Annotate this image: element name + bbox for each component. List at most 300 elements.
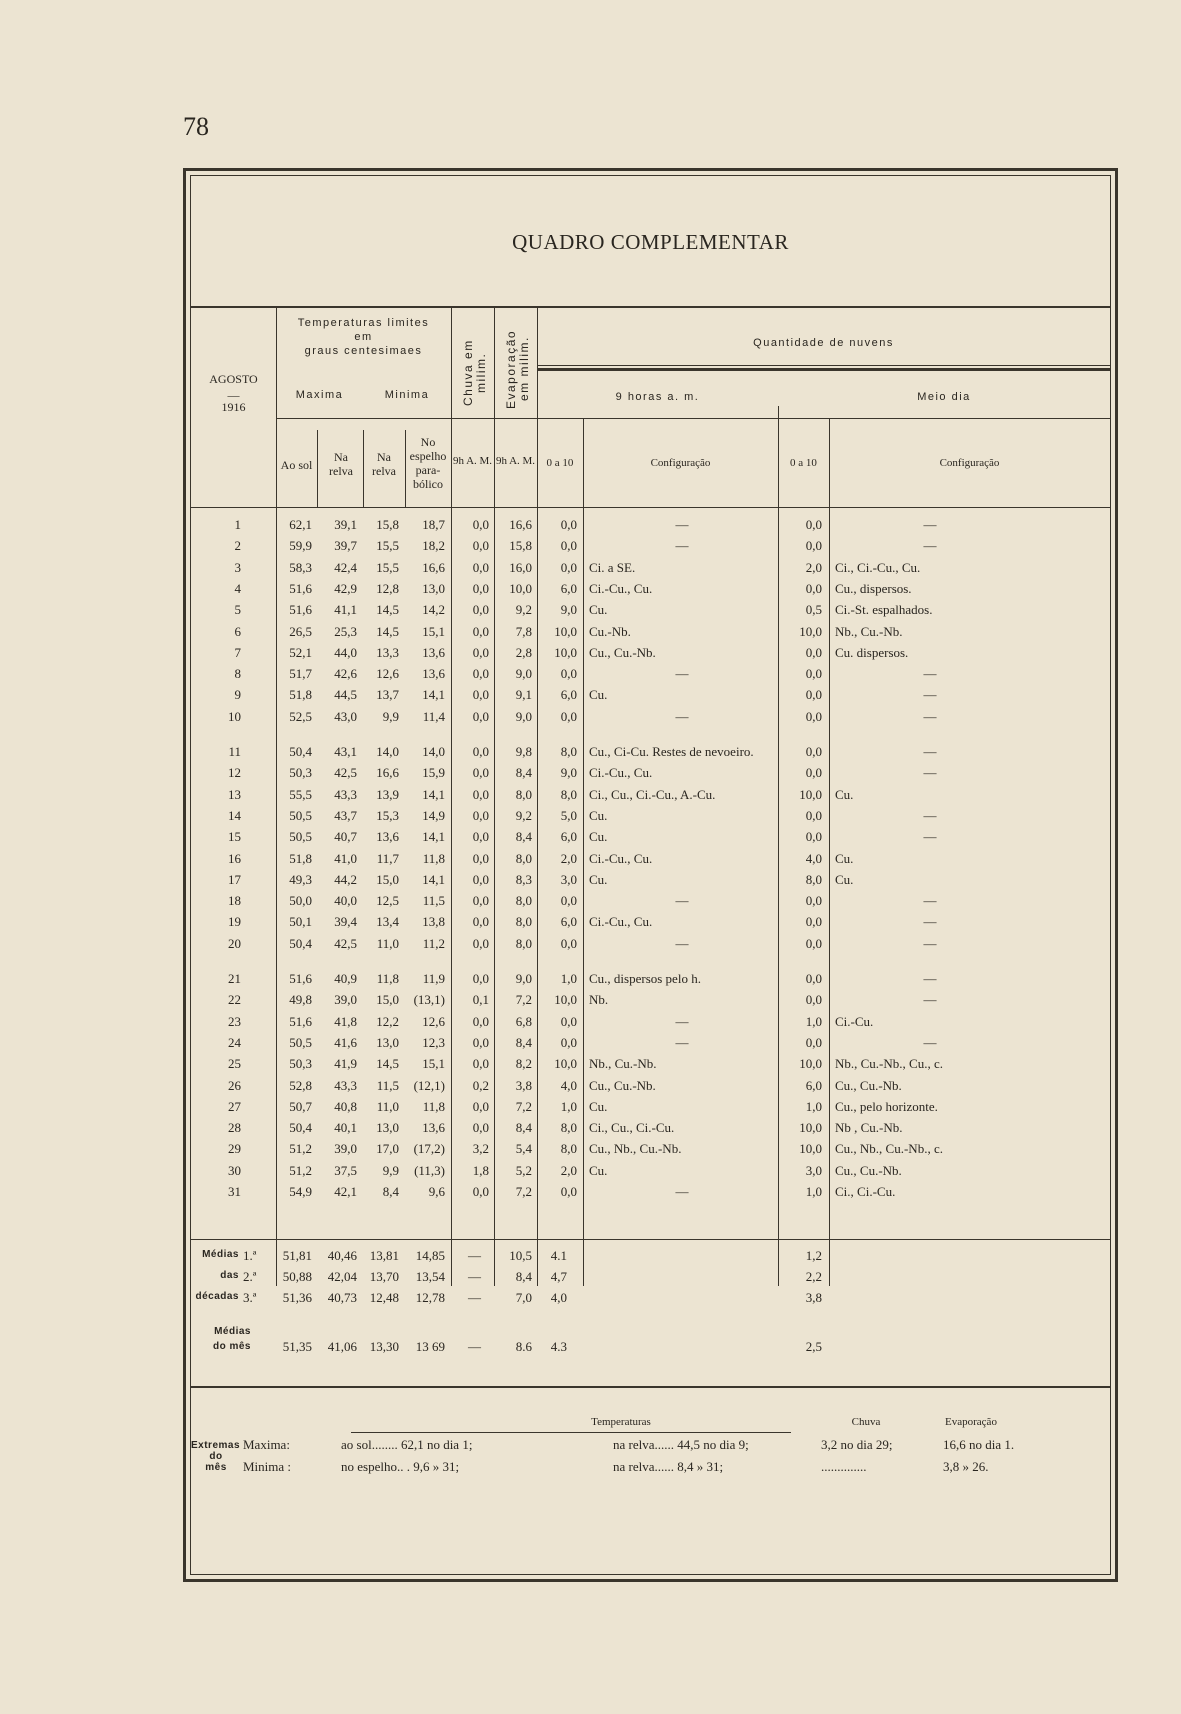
cell-n9: 5,0 — [560, 807, 577, 823]
table-row — [191, 1139, 1110, 1160]
cell-n9: 10,0 — [554, 644, 577, 660]
cell-mr: 15,0 — [376, 871, 399, 887]
extremes-max-chuva: 3,2 no dia 29; — [821, 1437, 893, 1452]
decade-cell-mr: 13,70 — [369, 1269, 399, 1284]
cell-nm: 10,0 — [799, 786, 822, 802]
cell-d: 2 — [234, 538, 241, 554]
cell-es: 14,1 — [422, 786, 445, 802]
cell-es: 13,6 — [422, 1120, 445, 1136]
table-row — [191, 785, 1110, 806]
cell-cm: Ci., Ci.-Cu., Cu. — [835, 559, 921, 575]
month-mean-cell-nm: 2,5 — [805, 1339, 822, 1354]
cell-n9: 10,0 — [554, 1056, 577, 1072]
page-title: QUADRO COMPLEMENTAR — [512, 230, 789, 254]
cell-as: 26,5 — [289, 623, 312, 639]
table-row — [191, 1161, 1110, 1182]
cell-ch: 0,0 — [472, 602, 489, 618]
cell-nm: 0,0 — [805, 517, 822, 532]
decade-cell-k: 1.ª — [243, 1248, 257, 1263]
table-row — [191, 827, 1110, 848]
cell-n9: 10,0 — [554, 623, 577, 639]
cell-d: 12 — [228, 765, 241, 781]
decade-cell-ch: — — [468, 1248, 481, 1263]
cell-n9: 0,0 — [560, 1013, 577, 1029]
decade-cell-n9: 4,7 — [550, 1269, 567, 1284]
cell-c9: — — [675, 1034, 689, 1050]
cell-ev: 9,2 — [515, 807, 532, 823]
cell-d: 20 — [228, 935, 241, 951]
cell-mr: 15,0 — [376, 992, 399, 1008]
cell-n9: 0,0 — [560, 893, 577, 909]
cell-cm: — — [923, 914, 937, 930]
cell-cm: Cu., Nb., Cu.-Nb., c. — [835, 1141, 943, 1157]
cell-n9: 0,0 — [560, 935, 577, 951]
cell-d: 14 — [228, 807, 241, 823]
month-dash: — — [227, 388, 240, 402]
cell-nr: 43,3 — [334, 786, 357, 802]
cell-ch: 0,0 — [472, 644, 489, 660]
cell-d: 29 — [228, 1141, 241, 1157]
cell-nm: 6,0 — [805, 1077, 822, 1093]
decade-cell-ev: 7,0 — [515, 1290, 532, 1305]
decade-cell-es: 13,54 — [415, 1269, 445, 1284]
cell-mr: 9,9 — [382, 708, 399, 724]
cell-as: 50,3 — [289, 765, 312, 781]
cell-ev: 8,4 — [515, 1034, 532, 1050]
cell-c9: Cu. — [589, 871, 608, 887]
cell-as: 51,2 — [289, 1141, 312, 1157]
cell-n9: 0,0 — [560, 666, 577, 682]
cell-ch: 0,0 — [472, 807, 489, 823]
cell-nm: 0,0 — [805, 893, 822, 909]
cell-nr: 40,0 — [334, 893, 357, 909]
cell-ev: 6,8 — [515, 1013, 532, 1029]
cell-nm: 4,0 — [805, 850, 822, 866]
cell-d: 25 — [228, 1056, 241, 1072]
cell-as: 50,5 — [289, 829, 312, 845]
table-row — [191, 643, 1110, 664]
table-row — [191, 1118, 1110, 1139]
cell-nr: 42,4 — [334, 559, 357, 575]
cell-as: 59,9 — [289, 538, 312, 554]
cell-cm: — — [923, 971, 937, 986]
cell-nr: 39,0 — [334, 992, 357, 1008]
cell-d: 24 — [228, 1034, 241, 1050]
cell-c9: Cu. — [589, 1098, 608, 1114]
cell-as: 50,5 — [289, 1034, 312, 1050]
cell-es: (12,1) — [413, 1077, 445, 1093]
extremes-label-3: mês — [205, 1462, 227, 1473]
cell-c9: — — [675, 666, 689, 682]
cell-nm: 10,0 — [799, 1141, 822, 1157]
cell-es: 15,1 — [422, 1056, 445, 1072]
cell-c9: Ci. a SE. — [589, 559, 636, 575]
cell-ch: 0,0 — [472, 829, 489, 845]
decade-cell-n9: 4,0 — [550, 1290, 567, 1305]
cell-ev: 8,2 — [515, 1056, 532, 1072]
cell-d: 10 — [228, 708, 241, 724]
cell-nm: 0,0 — [805, 971, 822, 986]
extremes-min-label: Minima : — [243, 1459, 292, 1474]
decade-cell-mr: 13,81 — [369, 1248, 399, 1263]
year-label: 1916 — [221, 400, 246, 414]
cell-as: 50,4 — [289, 744, 312, 759]
cell-es: (13,1) — [413, 992, 445, 1008]
cell-ch: 0,0 — [472, 666, 489, 682]
cell-d: 31 — [228, 1184, 241, 1199]
cell-es: 13,8 — [422, 914, 445, 930]
cell-es: 14,2 — [422, 602, 445, 618]
cell-c9: — — [675, 517, 689, 532]
cell-es: 14,0 — [422, 744, 445, 759]
cell-es: 12,6 — [422, 1013, 445, 1029]
cell-cm: Cu., pelo horizonte. — [835, 1098, 938, 1114]
cell-nm: 0,0 — [805, 914, 822, 930]
ao-sol-label: Ao sol — [280, 458, 313, 472]
decade-cell-as: 51,81 — [282, 1248, 312, 1263]
cell-mr: 13,3 — [376, 644, 399, 660]
cell-es: 15,1 — [422, 623, 445, 639]
decade-cell-nr: 40,73 — [327, 1290, 357, 1305]
table-row — [191, 1182, 1110, 1203]
cell-ev: 8,0 — [515, 914, 532, 930]
table-row — [191, 1076, 1110, 1097]
cell-as: 58,3 — [289, 559, 312, 575]
cell-c9: Cu., Ci-Cu. Restes de nevoeiro. — [589, 744, 754, 759]
cell-n9: 0,0 — [560, 559, 577, 575]
cell-d: 26 — [228, 1077, 241, 1093]
cell-es: 11,2 — [422, 935, 445, 951]
configuracao-label: Configuração — [650, 457, 711, 469]
cell-d: 22 — [228, 992, 241, 1008]
table-row — [191, 912, 1110, 933]
decade-cell-ev: 8,4 — [515, 1269, 532, 1284]
cell-ch: 0,0 — [472, 871, 489, 887]
cell-ev: 5,2 — [515, 1162, 532, 1178]
cell-es: 11,4 — [422, 708, 445, 724]
cell-nm: 0,0 — [805, 935, 822, 951]
decade-cell-nm: 2,2 — [805, 1269, 822, 1284]
cell-ch: 3,2 — [472, 1141, 489, 1157]
cell-ch: 0,0 — [472, 538, 489, 554]
cell-nr: 44,5 — [334, 687, 357, 703]
cell-es: 13,6 — [422, 666, 445, 682]
decade-row — [191, 1246, 1110, 1267]
cell-es: 9,6 — [428, 1184, 445, 1199]
cell-d: 21 — [228, 971, 241, 986]
cell-cm: Cu., dispersos. — [835, 580, 912, 596]
cell-ev: 8,0 — [515, 786, 532, 802]
cell-mr: 15,3 — [376, 807, 399, 823]
cell-n9: 6,0 — [560, 687, 577, 703]
table-row — [191, 934, 1110, 955]
cell-nm: 1,0 — [805, 1184, 822, 1199]
cell-ch: 0,0 — [472, 1184, 489, 1199]
cell-d: 6 — [234, 623, 241, 639]
cell-n9: 0,0 — [560, 538, 577, 554]
cell-d: 5 — [234, 602, 241, 618]
cell-nr: 42,6 — [334, 666, 357, 682]
cell-c9: Cu. — [589, 807, 608, 823]
cell-nr: 41,1 — [334, 602, 357, 618]
cell-d: 28 — [228, 1120, 241, 1136]
temp-title-3: graus centesimaes — [304, 345, 423, 357]
cell-ev: 7,2 — [515, 992, 532, 1008]
cell-d: 18 — [228, 893, 241, 909]
cell-mr: 15,5 — [376, 559, 399, 575]
decade-label-0: Médias — [202, 1249, 239, 1260]
cell-n9: 0,0 — [560, 1184, 577, 1199]
table-row — [191, 536, 1110, 557]
cell-d: 17 — [228, 871, 241, 887]
cell-nm: 3,0 — [805, 1162, 822, 1178]
cell-mr: 11,5 — [376, 1077, 399, 1093]
decade-row — [191, 1288, 1110, 1309]
cell-mr: 14,5 — [376, 623, 399, 639]
table-row — [191, 664, 1110, 685]
cell-ev: 9,0 — [515, 708, 532, 724]
cell-ev: 3,8 — [515, 1077, 532, 1093]
cell-ch: 0,1 — [472, 992, 489, 1008]
decade-cell-ch: — — [468, 1290, 481, 1305]
cell-ch: 0,0 — [472, 687, 489, 703]
cell-mr: 14,5 — [376, 602, 399, 618]
cell-ev: 7,8 — [515, 623, 532, 639]
month-mean-label2: do mês — [212, 1341, 251, 1352]
cell-c9: Ci., Cu., Ci.-Cu., A.-Cu. — [589, 786, 716, 802]
table-row — [191, 990, 1110, 1011]
cell-as: 51,8 — [289, 687, 312, 703]
cell-c9: Ci.-Cu., Cu. — [589, 914, 653, 930]
decade-cell-as: 50,88 — [282, 1269, 312, 1284]
extremes-max-label: Maxima: — [243, 1437, 290, 1452]
cell-d: 15 — [228, 829, 241, 845]
cell-d: 7 — [234, 644, 241, 660]
cell-es: 14,1 — [422, 829, 445, 845]
cell-nm: 0,0 — [805, 644, 822, 660]
cell-nr: 39,1 — [334, 517, 357, 532]
cell-nm: 0,0 — [805, 829, 822, 845]
cell-c9: Cu.-Nb. — [589, 623, 631, 639]
cell-cm: Nb , Cu.-Nb. — [835, 1120, 903, 1136]
cell-nr: 40,1 — [334, 1120, 357, 1136]
cell-cm: — — [923, 765, 937, 781]
table-row — [191, 849, 1110, 870]
cell-nr: 42,5 — [334, 935, 357, 951]
decade-label-2: décadas — [195, 1291, 239, 1302]
cell-mr: 13,4 — [376, 914, 399, 930]
cell-d: 4 — [234, 580, 241, 596]
month-mean-cell-as: 51,35 — [282, 1339, 312, 1354]
cell-as: 49,8 — [289, 992, 312, 1008]
cell-n9: 6,0 — [560, 829, 577, 845]
cell-as: 51,6 — [289, 580, 312, 596]
cell-n9: 9,0 — [560, 602, 577, 618]
cell-c9: Cu., Cu.-Nb. — [589, 1077, 656, 1093]
cell-as: 50,4 — [289, 935, 312, 951]
cell-cm: — — [923, 893, 937, 909]
cell-mr: 15,5 — [376, 538, 399, 554]
cell-nm: 1,0 — [805, 1013, 822, 1029]
cell-es: 11,5 — [422, 893, 445, 909]
cell-n9: 0,0 — [560, 1034, 577, 1050]
month-mean-cell-ev: 8.6 — [515, 1339, 532, 1354]
cell-as: 55,5 — [289, 786, 312, 802]
table-header — [191, 306, 1110, 508]
cell-as: 50,7 — [289, 1098, 312, 1114]
cell-cm: Cu., Cu.-Nb. — [835, 1077, 902, 1093]
zero-dez-label-2: 0 a 10 — [790, 457, 817, 469]
cell-mr: 12,2 — [376, 1013, 399, 1029]
cell-mr: 13,7 — [376, 687, 399, 703]
cell-nr: 41,6 — [334, 1034, 357, 1050]
cell-mr: 17,0 — [376, 1141, 399, 1157]
decade-cell-nm: 3,8 — [805, 1290, 822, 1305]
cell-nr: 39,0 — [334, 1141, 357, 1157]
cell-ch: 0,0 — [472, 559, 489, 575]
cell-n9: 8,0 — [560, 744, 577, 759]
cell-nr: 41,9 — [334, 1056, 357, 1072]
table-row — [191, 515, 1110, 536]
cell-ch: 0,0 — [472, 1098, 489, 1114]
cell-d: 1 — [234, 517, 241, 532]
decade-row — [191, 1267, 1110, 1288]
cell-n9: 10,0 — [554, 992, 577, 1008]
cell-cm: — — [923, 992, 937, 1008]
cell-d: 23 — [228, 1013, 241, 1029]
month-mean-cell-es: 13 69 — [415, 1339, 445, 1354]
cell-ev: 7,2 — [515, 1098, 532, 1114]
cell-d: 3 — [234, 559, 241, 575]
cell-ch: 0,0 — [472, 517, 489, 532]
cell-ev: 16,6 — [509, 517, 532, 532]
cell-ch: 0,0 — [472, 786, 489, 802]
cell-ch: 0,0 — [472, 893, 489, 909]
cell-mr: 16,6 — [376, 765, 399, 781]
cell-as: 51,6 — [289, 971, 312, 986]
cell-c9: — — [675, 935, 689, 951]
table-row — [191, 870, 1110, 891]
cell-ch: 0,0 — [472, 971, 489, 986]
table-row — [191, 1054, 1110, 1075]
month-mean-cell-nr: 41,06 — [327, 1339, 357, 1354]
table-row — [191, 806, 1110, 827]
cell-nr: 41,0 — [334, 850, 357, 866]
cell-nr: 39,7 — [334, 538, 357, 554]
cell-cm: — — [923, 517, 937, 532]
decade-cell-es: 14,85 — [415, 1248, 445, 1263]
cell-n9: 8,0 — [560, 1141, 577, 1157]
cell-es: 12,3 — [422, 1034, 445, 1050]
cell-es: 14,1 — [422, 871, 445, 887]
cell-cm: Cu. dispersos. — [835, 644, 909, 660]
cell-nr: 39,4 — [334, 914, 357, 930]
decade-label-1: das — [220, 1270, 239, 1281]
cell-nm: 0,0 — [805, 538, 822, 554]
cell-n9: 4,0 — [560, 1077, 577, 1093]
cell-ev: 8,4 — [515, 829, 532, 845]
cell-nm: 0,0 — [805, 708, 822, 724]
cell-nr: 44,0 — [334, 644, 357, 660]
table-row — [191, 1033, 1110, 1054]
cell-nr: 42,5 — [334, 765, 357, 781]
cell-cm: Ci., Ci.-Cu. — [835, 1184, 896, 1199]
cell-nr: 25,3 — [334, 623, 357, 639]
cell-mr: 13,0 — [376, 1120, 399, 1136]
cell-nr: 40,8 — [334, 1098, 357, 1114]
decade-cell-k: 2.ª — [243, 1269, 257, 1284]
cell-mr: 13,9 — [376, 786, 399, 802]
cell-n9: 6,0 — [560, 914, 577, 930]
page-number: 78 — [183, 112, 209, 141]
cell-mr: 12,8 — [376, 580, 399, 596]
decade-cell-ch: — — [468, 1269, 481, 1284]
extremes-label-1: Extremas — [191, 1440, 241, 1451]
extremes-min-temp-1: no espelho.. . 9,6 » 31; — [341, 1459, 460, 1474]
cell-nm: 0,0 — [805, 765, 822, 781]
cell-n9: 0,0 — [560, 708, 577, 724]
cell-ch: 0,2 — [472, 1077, 489, 1093]
month-mean-cell-n9: 4.3 — [550, 1339, 567, 1354]
cell-nr: 43,7 — [334, 807, 357, 823]
cell-as: 51,8 — [289, 850, 312, 866]
extremes-min-chuva: .............. — [821, 1459, 867, 1474]
temp-title-1: Temperaturas limites — [297, 317, 430, 329]
cell-cm: — — [923, 708, 937, 724]
maxima-label: Maxima — [295, 389, 344, 401]
cell-nm: 10,0 — [799, 623, 822, 639]
cell-cm: Ci.-Cu. — [835, 1013, 874, 1029]
table-frame — [183, 168, 1118, 1582]
cell-ev: 8,0 — [515, 893, 532, 909]
cell-ev: 8,0 — [515, 850, 532, 866]
month-mean-cell-mr: 13,30 — [369, 1339, 399, 1354]
cell-c9: Cu., Cu.-Nb. — [589, 644, 656, 660]
cell-c9: Ci.-Cu., Cu. — [589, 850, 653, 866]
cell-n9: 6,0 — [560, 580, 577, 596]
cell-nr: 42,9 — [334, 580, 357, 596]
cell-nm: 0,0 — [805, 687, 822, 703]
cell-cm: Cu. — [835, 871, 854, 887]
cell-es: 11,8 — [422, 850, 445, 866]
meio-dia-label: Meio dia — [917, 391, 971, 403]
cell-nm: 0,0 — [805, 580, 822, 596]
temp-title-2: em — [354, 331, 373, 343]
cell-ch: 0,0 — [472, 914, 489, 930]
cell-as: 52,8 — [289, 1077, 312, 1093]
table-row — [191, 558, 1110, 579]
cell-d: 19 — [228, 914, 241, 930]
extremes-max-temp-1: ao sol........ 62,1 no dia 1; — [341, 1437, 473, 1452]
cell-nm: 0,0 — [805, 744, 822, 759]
cell-as: 50,0 — [289, 893, 312, 909]
cell-cm: Cu. — [835, 850, 854, 866]
cell-ch: 0,0 — [472, 765, 489, 781]
cell-n9: 2,0 — [560, 1162, 577, 1178]
cell-mr: 13,6 — [376, 829, 399, 845]
cell-nm: 0,5 — [805, 602, 822, 618]
cell-ev: 9,0 — [515, 666, 532, 682]
cell-as: 52,5 — [289, 708, 312, 724]
cell-es: 15,9 — [422, 765, 445, 781]
cell-c9: Ci.-Cu., Cu. — [589, 765, 653, 781]
cell-nr: 40,7 — [334, 829, 357, 845]
cell-ev: 9,2 — [515, 602, 532, 618]
cell-mr: 14,5 — [376, 1056, 399, 1072]
chuva-label: Chuva em milim. — [461, 339, 488, 407]
cell-nm: 1,0 — [805, 1098, 822, 1114]
cell-d: 13 — [228, 786, 241, 802]
